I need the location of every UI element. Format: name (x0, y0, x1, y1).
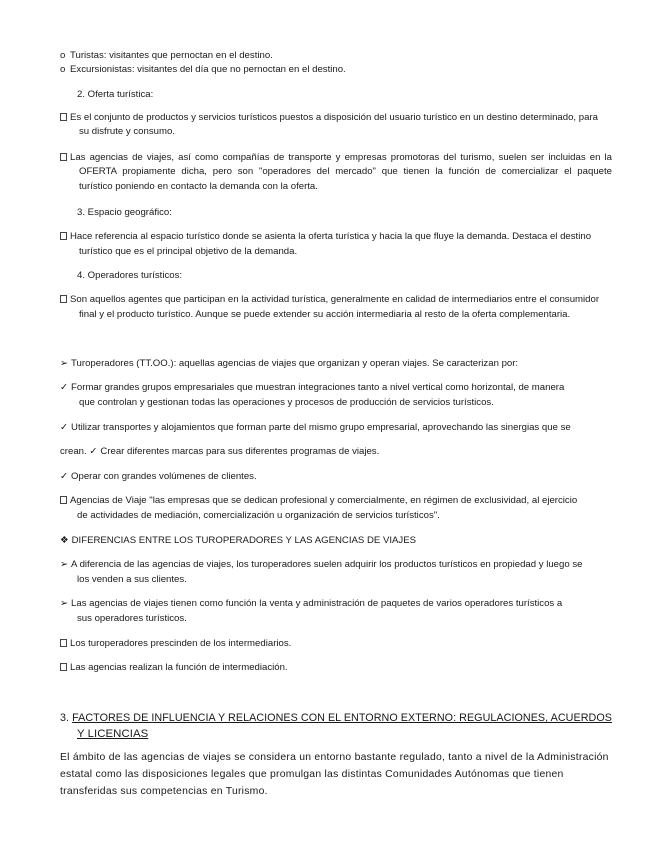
paragraph-line: turístico que es el principal objetivo de la demanda. (79, 246, 298, 257)
list-text: Turistas: visitantes que pernoctan en el destino. (70, 50, 273, 61)
paragraph-line: los venden a sus clientes. (77, 574, 187, 585)
arrow-item: ➢ Las agencias de viajes tienen como función la venta y administración de paquetes de varios operadores turísticos a (60, 598, 563, 609)
arrow-item: ➢ A diferencia de las agencias de viajes, los turoperadores suelen adquirir los productos turísticos en propiedad y luego se (60, 559, 583, 570)
paragraph-line: final y el producto turístico. Aunque se puede extender su acción intermediaria al resto de la oferta complementaria. (79, 309, 571, 320)
check-item: crean. ✓ Crear diferentes marcas para sus diferentes programas de viajes. (60, 446, 380, 457)
heading-operadores: 4. Operadores turísticos: (77, 270, 183, 281)
arrow-icon: ➢ (60, 559, 69, 570)
paragraph-line: Son aquellos agentes que participan en la actividad turística, generalmente en calidad de intermediarios entre el consumidor (60, 294, 599, 307)
list-text: Excursionistas: visitantes del día que no pernoctan en el destino. (70, 64, 346, 75)
paragraph-line: Las agencias realizan la función de intermediación. (60, 662, 288, 675)
square-bullet-icon (60, 639, 67, 647)
paragraph-line: sus operadores turísticos. (77, 613, 187, 624)
diamond-icon: ❖ (60, 535, 69, 546)
list-item (60, 64, 346, 77)
square-bullet-icon (60, 295, 67, 303)
paragraph-line: Los turoperadores prescinden de los intermediarios. (60, 638, 291, 651)
list-item (60, 50, 273, 63)
check-icon: ✓ (60, 471, 69, 482)
paragraph-line: Hace referencia al espacio turístico donde se asienta la oferta turística y hacia la que fluye la demanda. Destaca el destino (60, 231, 591, 244)
square-bullet-icon (60, 232, 67, 240)
list-bullet: o (60, 64, 66, 75)
arrow-icon: ➢ (60, 358, 69, 369)
paragraph-line: Las agencias de viajes, así como compañías de transporte y empresas promotoras del turismo, suelen ser incluidas en la (60, 152, 612, 165)
section-title-text: FACTORES DE INFLUENCIA Y RELACIONES CON EL ENTORNO EXTERNO: REGULACIONES, ACUERDOS (72, 712, 612, 724)
paragraph-line: transferidas sus competencias en Turismo. (60, 786, 268, 797)
square-bullet-icon (60, 663, 67, 671)
heading-oferta: 2. Oferta turística: (77, 89, 154, 100)
square-bullet-icon (60, 113, 67, 121)
paragraph-line: El ámbito de las agencias de viajes se considera un entorno bastante regulado, tanto a nivel de la Administración (60, 752, 609, 763)
check-item: ✓ Formar grandes grupos empresariales que muestran integraciones tanto a nivel vertical como horizontal, de manera (60, 382, 565, 393)
square-bullet-icon (60, 496, 67, 504)
paragraph-line: estatal como las disposiciones legales que promulgan las distintas Comunidades Autónomas que tienen (60, 769, 564, 780)
paragraph-line: OFERTA propiamente dicha, pero son "operadores del mercado" que tienen la función de comercializar el paquete (79, 166, 612, 177)
paragraph-line: que controlan y gestionan todas las operaciones y procesos de producción de servicios turísticos. (79, 397, 494, 408)
paragraph-line: Agencias de Viaje "las empresas que se dedican profesional y comercialmente, en régimen de exclusividad, al ejercicio (60, 495, 577, 508)
section-title-line2: Y LICENCIAS (77, 728, 149, 740)
square-bullet-icon (60, 153, 67, 161)
section-title: 3. FACTORES DE INFLUENCIA Y RELACIONES CON EL ENTORNO EXTERNO: REGULACIONES, ACUERDOS (60, 712, 612, 724)
arrow-item: ➢ Turoperadores (TT.OO.): aquellas agencias de viajes que organizan y operan viajes. Se caracterizan por: (60, 358, 519, 369)
paragraph-line: de actividades de mediación, comercialización u organización de servicios turísticos". (77, 510, 440, 521)
check-icon: ✓ (60, 422, 69, 433)
paragraph-line: turístico poniendo en contacto la demanda con la oferta. (79, 181, 318, 192)
paragraph-line: su disfrute y consumo. (79, 126, 175, 137)
heading-espacio: 3. Espacio geográfico: (77, 207, 172, 218)
check-icon: ✓ (60, 382, 69, 393)
arrow-icon: ➢ (60, 598, 69, 609)
check-item: ✓ Operar con grandes volúmenes de clientes. (60, 471, 257, 482)
section-heading: ❖ DIFERENCIAS ENTRE LOS TUROPERADORES Y LAS AGENCIAS DE VIAJES (60, 535, 417, 546)
paragraph-line: Es el conjunto de productos y servicios turísticos puestos a disposición del usuario turístico en un destino determinado, para (60, 112, 598, 125)
list-bullet: o (60, 50, 66, 61)
check-item: ✓ Utilizar transportes y alojamientos que forman parte del mismo grupo empresarial, aprovechando las sinergias que se (60, 422, 571, 433)
check-icon: ✓ (89, 446, 98, 457)
